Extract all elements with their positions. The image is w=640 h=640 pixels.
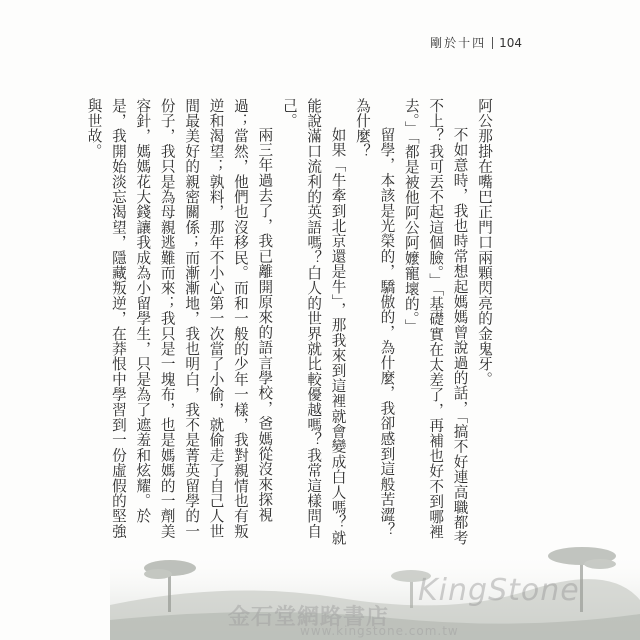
watermark-store: 金石堂網路書店 xyxy=(228,604,390,630)
watermark-url: www.kingstone.com.tw xyxy=(300,624,459,638)
paragraph-1: 阿公那掛在嘴巴正門口兩顆閃亮的金鬼牙。 xyxy=(476,98,493,387)
body-text xyxy=(85,98,496,548)
page-number: 104 xyxy=(499,35,522,50)
paragraph-4: 如果「牛牽到北京還是牛」，那我來到這裡就會變成白人嗎？就能說滿口流利的英語嗎？白人的世界就比較優越嗎？我常這樣問自己。 xyxy=(280,98,347,546)
header-divider xyxy=(492,37,493,49)
page-header xyxy=(430,34,522,51)
chapter-title: 剛於十四 xyxy=(430,36,487,50)
paragraph-2: 不如意時，我也時常想起媽媽曾說過的話，「搞不好連高職都考不上？我可丟不起這個臉。」「基礎實在太差了，再補也好不到哪裡去。」「都是被他阿公阿嬤寵壞的。」 xyxy=(402,98,469,546)
paragraph-5: 兩三年過去了，我已離開原來的語言學校，爸媽從沒來探視過；當然，他們也沒移民。而和一般的少年一樣，我對親情也有叛逆和渴望；孰料，那年不小心第一次當了小偷，就偷走了自己人世間最美好的親密關係；而漸漸地，我也明白，我不是菁英留學的一份子，我只是為母親逃難而來；我只是一塊布，也是媽媽的一劑美容針，媽媽花大錢讓我成為小留學生，只是為了遮羞和炫耀。於是，我開始淡忘渴望，隱藏叛逆，在莽恨中學習到一份虛假的堅強與世故。 xyxy=(85,98,274,539)
paragraph-3: 留學，本該是光榮的，驕傲的，為什麼，我卻感到這般苦澀？為什麼？ xyxy=(353,98,396,538)
watermark-brand: KingStone xyxy=(418,573,580,608)
